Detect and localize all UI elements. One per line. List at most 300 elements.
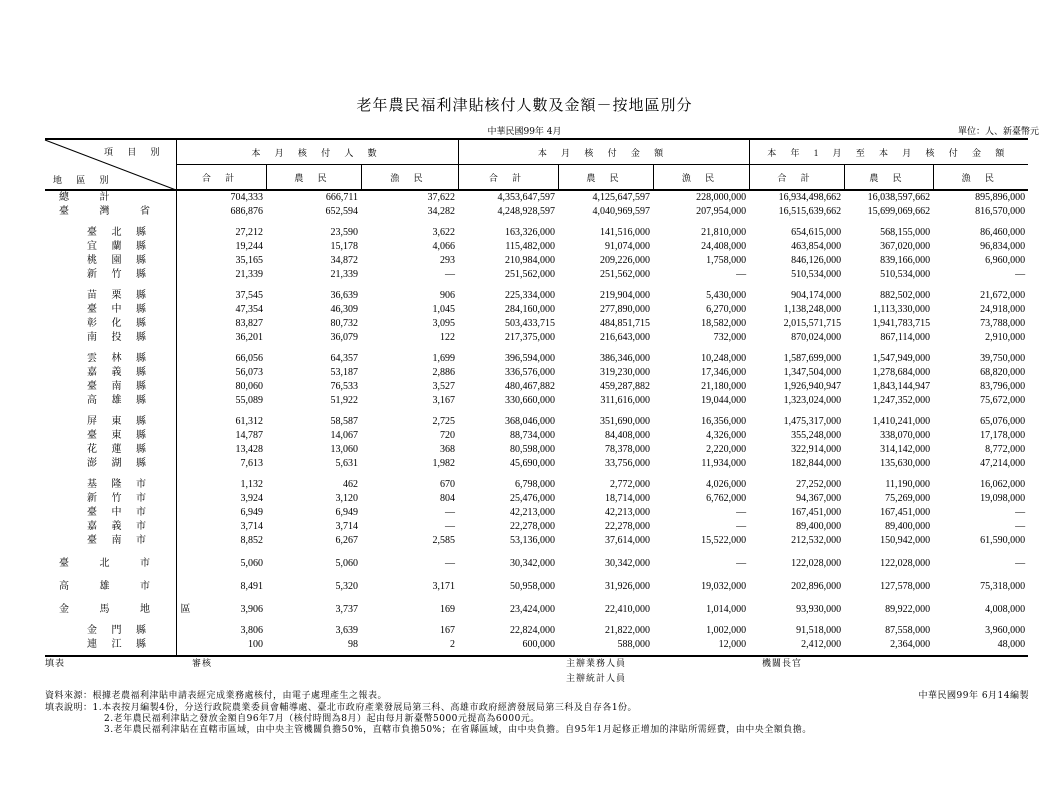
group-header-cumulative: 本 年 1 月 至 本 月 核 付 金 額 [749, 139, 1028, 165]
table-cell: 23,424,000 [510, 604, 556, 615]
table-cell: 4,353,647,597 [497, 192, 556, 203]
table-cell: 68,820,000 [980, 367, 1026, 378]
table-cell: 89,400,000 [885, 521, 931, 532]
column-header: 合 計 [749, 165, 844, 191]
corner-bottom-label: 地 區 別 [53, 175, 115, 185]
table-cell: 1,758,000 [706, 255, 747, 266]
table-row [45, 457, 1028, 471]
region-name: 嘉 義 市 [45, 520, 176, 534]
table-cell: 3,924 [240, 493, 263, 504]
table-cell: 163,326,000 [505, 227, 556, 238]
table-cell: 314,142,000 [880, 444, 931, 455]
table-cell: 16,062,000 [980, 479, 1026, 490]
table-cell: 61,590,000 [980, 535, 1026, 546]
table-cell: 3,714 [335, 521, 358, 532]
table-cell: 42,213,000 [605, 507, 651, 518]
table-cell: 3,095 [432, 318, 456, 329]
table-cell: 355,248,000 [791, 430, 842, 441]
note-3: 3.老年農民福利津貼在直轄市區域，由中央主管機關負擔50%，直轄市負擔50%；在省縣區域，由中央負擔。自95年1月起修正增加的津貼所需經費，由中央全額負擔。 [104, 725, 812, 735]
table-cell: 510,534,000 [791, 269, 842, 280]
table-cell: 13,060 [330, 444, 358, 455]
note-2: 2.老年農民福利津貼之發放金額自96年7月（核付時間為8月）起由每月新臺幣5000元提高為6000元。 [104, 714, 540, 724]
table-cell: 2,364,000 [844, 638, 933, 656]
table-row [45, 240, 1028, 254]
table-cell: 666,711 [325, 192, 358, 203]
region-name: 臺 灣 省 [45, 205, 176, 219]
table-cell: 83,796,000 [980, 381, 1026, 392]
region-name: 苗 栗 縣 [45, 282, 176, 303]
table-cell: 1,138,248,000 [783, 304, 842, 315]
table-cell: 58,587 [330, 416, 358, 427]
table-cell: 3,639 [335, 625, 358, 636]
table-cell: 568,155,000 [880, 227, 931, 238]
table-cell: 3,714 [240, 521, 263, 532]
table-cell: 61,312 [235, 416, 263, 427]
table-cell: 46,309 [330, 304, 358, 315]
table-row [45, 394, 1028, 408]
table-cell: — [445, 558, 456, 569]
table-cell: 48,000 [933, 638, 1028, 656]
table-cell: 21,180,000 [701, 381, 747, 392]
table-cell: 368,046,000 [505, 416, 556, 427]
table-cell: 66,056 [235, 353, 263, 364]
table-cell: 3,960,000 [985, 625, 1026, 636]
table-cell: 4,326,000 [706, 430, 747, 441]
table-cell: 654,615,000 [791, 227, 842, 238]
table-cell: — [1015, 269, 1026, 280]
table-cell: 311,616,000 [600, 395, 651, 406]
table-row [45, 594, 1028, 617]
table-cell: 202,896,000 [791, 581, 842, 592]
table-cell: 25,476,000 [510, 493, 556, 504]
table-cell: 91,518,000 [796, 625, 842, 636]
table-row [45, 282, 1028, 303]
table-row [45, 534, 1028, 548]
table-cell: 895,896,000 [975, 192, 1026, 203]
data-table [45, 138, 1028, 657]
table-cell: 251,562,000 [600, 269, 651, 280]
table-cell: 293 [440, 255, 456, 266]
column-header: 合 計 [176, 165, 266, 191]
page-title: 老年農民福利津貼核付人數及金額－按地區別分 [356, 96, 693, 114]
table-cell: 2,886 [432, 367, 456, 378]
table-cell: 80,060 [235, 381, 263, 392]
table-cell: 5,320 [335, 581, 358, 592]
table-cell: 127,578,000 [880, 581, 931, 592]
table-cell: 122,028,000 [791, 558, 842, 569]
column-header: 農 民 [266, 165, 361, 191]
table-cell: 37,622 [427, 192, 456, 203]
table-cell: 1,045 [432, 304, 456, 315]
table-cell: 351,690,000 [600, 416, 651, 427]
table-cell: 463,854,000 [791, 241, 842, 252]
table-cell: 5,060 [335, 558, 358, 569]
table-cell: 1,547,949,000 [872, 353, 931, 364]
table-body [45, 190, 1028, 656]
region-name: 澎 湖 縣 [45, 457, 176, 471]
table-cell: 19,098,000 [980, 493, 1026, 504]
table-cell: 22,278,000 [605, 521, 651, 532]
table-cell: 2,910,000 [985, 332, 1026, 343]
table-cell: 122 [440, 332, 456, 343]
table-cell: 11,934,000 [701, 458, 747, 469]
region-name: 總 計 [45, 190, 176, 205]
table-cell: 2,220,000 [706, 444, 747, 455]
table-cell: 4,066 [432, 241, 456, 252]
table-cell: 39,750,000 [980, 353, 1026, 364]
table-cell: 1,843,144,947 [872, 381, 931, 392]
table-cell: 284,160,000 [505, 304, 556, 315]
table-row [45, 429, 1028, 443]
table-cell: 23,590 [330, 227, 358, 238]
table-cell: 732,000 [713, 332, 747, 343]
region-name: 高 雄 市 [45, 571, 176, 594]
table-cell: 5,060 [240, 558, 263, 569]
table-cell: 3,906 [240, 604, 263, 615]
table-cell: 1,113,330,000 [872, 304, 931, 315]
table-cell: 88,734,000 [510, 430, 556, 441]
table-cell: 1,014,000 [706, 604, 747, 615]
table-cell: 6,798,000 [515, 479, 556, 490]
table-cell: 3,120 [335, 493, 358, 504]
table-cell: 167,451,000 [880, 507, 931, 518]
table-cell: 207,954,000 [696, 206, 747, 217]
table-cell: 34,872 [330, 255, 358, 266]
table-cell: 35,165 [235, 255, 263, 266]
table-cell: 210,984,000 [505, 255, 556, 266]
table-cell: 217,375,000 [505, 332, 556, 343]
table-cell: 22,410,000 [605, 604, 651, 615]
region-name: 臺 南 市 [45, 534, 176, 548]
table-cell: 484,851,715 [600, 318, 651, 329]
table-cell: 4,125,647,597 [592, 192, 651, 203]
table-cell: 368 [440, 444, 456, 455]
column-header: 合 計 [458, 165, 558, 191]
table-row [45, 571, 1028, 594]
table-cell: 322,914,000 [791, 444, 842, 455]
table-row [45, 638, 1028, 656]
fill-label: 填表 [45, 659, 66, 669]
table-cell: 8,852 [240, 535, 263, 546]
table-cell: 600,000 [458, 638, 558, 656]
table-cell: 277,890,000 [600, 304, 651, 315]
region-name: 連 江 縣 [45, 638, 176, 656]
table-cell: 167,451,000 [791, 507, 842, 518]
table-cell: 7,613 [240, 458, 263, 469]
table-row [45, 331, 1028, 345]
table-cell: 64,357 [330, 353, 358, 364]
table-cell: 704,333 [230, 192, 263, 203]
table-cell: 87,558,000 [885, 625, 931, 636]
region-name: 桃 園 縣 [45, 254, 176, 268]
table-row [45, 366, 1028, 380]
table-cell: 96,834,000 [980, 241, 1026, 252]
table-cell: 8,491 [240, 581, 263, 592]
table-cell: 19,244 [235, 241, 263, 252]
table-cell: — [445, 269, 456, 280]
table-cell: 2,772,000 [610, 479, 651, 490]
table-cell: 115,482,000 [505, 241, 556, 252]
table-cell: 21,822,000 [605, 625, 651, 636]
table-cell: 3,806 [240, 625, 263, 636]
region-name: 臺 南 縣 [45, 380, 176, 394]
region-name: 基 隆 市 [45, 471, 176, 492]
table-cell: 98 [266, 638, 361, 656]
table-cell: 47,214,000 [980, 458, 1026, 469]
table-cell: 75,672,000 [980, 395, 1026, 406]
table-row [45, 303, 1028, 317]
table-cell: 150,942,000 [880, 535, 931, 546]
table-cell: 588,000 [558, 638, 653, 656]
region-name: 臺 北 市 [45, 548, 176, 571]
table-cell: 319,230,000 [600, 367, 651, 378]
table-cell: — [445, 507, 456, 518]
table-cell: — [736, 521, 747, 532]
table-row [45, 617, 1028, 638]
region-name: 嘉 義 縣 [45, 366, 176, 380]
statistics-officer-label: 主辦統計人員 [566, 674, 627, 684]
table-cell: 2,412,000 [749, 638, 844, 656]
table-cell: 870,024,000 [791, 332, 842, 343]
region-name: 雲 林 縣 [45, 345, 176, 366]
table-cell: 18,714,000 [605, 493, 651, 504]
table-cell: — [1015, 507, 1026, 518]
table-cell: 3,167 [432, 395, 456, 406]
table-cell: 36,079 [330, 332, 358, 343]
table-cell: 225,334,000 [505, 290, 556, 301]
table-row [45, 471, 1028, 492]
table-cell: 18,582,000 [701, 318, 747, 329]
table-cell: 1,699 [432, 353, 456, 364]
table-cell: 686,876 [230, 206, 263, 217]
table-cell: 2,725 [432, 416, 456, 427]
table-cell: 510,534,000 [880, 269, 931, 280]
table-cell: — [1015, 521, 1026, 532]
region-name: 金 馬 地 區 [45, 594, 176, 617]
table-cell: 80,598,000 [510, 444, 556, 455]
table-cell: 80,732 [330, 318, 358, 329]
table-cell: 867,114,000 [880, 332, 931, 343]
table-cell: 17,178,000 [980, 430, 1026, 441]
table-cell: 75,269,000 [885, 493, 931, 504]
region-name: 新 竹 縣 [45, 268, 176, 282]
table-row [45, 190, 1028, 205]
table-row [45, 345, 1028, 366]
table-cell: 76,533 [330, 381, 358, 392]
table-row [45, 443, 1028, 457]
table-cell: 1,323,024,000 [783, 395, 842, 406]
table-cell: 19,032,000 [701, 581, 747, 592]
table-cell: 169 [440, 604, 456, 615]
table-row [45, 492, 1028, 506]
table-cell: 56,073 [235, 367, 263, 378]
table-cell: 93,930,000 [796, 604, 842, 615]
table-cell: 30,342,000 [510, 558, 556, 569]
table-cell: 904,174,000 [791, 290, 842, 301]
table-row [45, 548, 1028, 571]
table-cell: 209,226,000 [600, 255, 651, 266]
table-cell: 212,532,000 [791, 535, 842, 546]
table-cell: 330,660,000 [505, 395, 556, 406]
table-cell: 135,630,000 [880, 458, 931, 469]
table-cell: 78,378,000 [605, 444, 651, 455]
table-cell: 4,040,969,597 [592, 206, 651, 217]
table-cell: 670 [440, 479, 456, 490]
table-cell: 219,904,000 [600, 290, 651, 301]
table-cell: 30,342,000 [605, 558, 651, 569]
table-cell: 27,212 [235, 227, 263, 238]
table-cell: 462 [343, 479, 358, 490]
table-row [45, 268, 1028, 282]
table-cell: 839,166,000 [880, 255, 931, 266]
table-cell: 75,318,000 [980, 581, 1026, 592]
table-cell: 37,545 [235, 290, 263, 301]
region-name: 宜 蘭 縣 [45, 240, 176, 254]
table-cell: 17,346,000 [701, 367, 747, 378]
table-cell: 1,587,699,000 [783, 353, 842, 364]
table-cell: 15,178 [330, 241, 358, 252]
source-note: 資料來源：根據老農福利津貼申請表經完成業務處核付，由電子處理產生之報表。 [45, 691, 388, 701]
column-header: 農 民 [558, 165, 653, 191]
table-cell: 3,737 [335, 604, 358, 615]
table-cell: 6,949 [240, 507, 263, 518]
table-cell: 5,631 [335, 458, 358, 469]
table-cell: 720 [440, 430, 456, 441]
chief-label: 機關長官 [762, 659, 803, 669]
table-cell: 21,810,000 [701, 227, 747, 238]
table-cell: 15,699,069,662 [867, 206, 931, 217]
table-cell: 816,570,000 [975, 206, 1026, 217]
table-cell: 45,690,000 [510, 458, 556, 469]
table-cell: 89,400,000 [796, 521, 842, 532]
table-cell: 21,339 [330, 269, 358, 280]
table-cell: 4,008,000 [985, 604, 1026, 615]
column-header: 漁 民 [361, 165, 458, 191]
table-cell: 1,247,352,000 [872, 395, 931, 406]
table-cell: 3,527 [432, 381, 456, 392]
region-name: 臺 東 縣 [45, 429, 176, 443]
table-cell: 1,982 [432, 458, 456, 469]
table-cell: 33,756,000 [605, 458, 651, 469]
table-cell: 1,347,504,000 [783, 367, 842, 378]
region-name: 高 雄 縣 [45, 394, 176, 408]
region-name: 臺 中 縣 [45, 303, 176, 317]
table-cell: 73,788,000 [980, 318, 1026, 329]
table-cell: 216,643,000 [600, 332, 651, 343]
table-cell: — [445, 521, 456, 532]
region-name: 花 蓮 縣 [45, 443, 176, 457]
table-cell: 4,248,928,597 [497, 206, 556, 217]
table-cell: 1,926,940,947 [783, 381, 842, 392]
table-cell: 11,190,000 [885, 479, 931, 490]
table-cell: 16,934,498,662 [778, 192, 842, 203]
table-cell: 36,201 [235, 332, 263, 343]
table-cell: 2 [361, 638, 458, 656]
column-header: 農 民 [844, 165, 933, 191]
table-cell: 14,067 [330, 430, 358, 441]
report-period: 中華民國99年 4月 [487, 127, 562, 137]
table-cell: 1,941,783,715 [872, 318, 931, 329]
table-row [45, 219, 1028, 240]
table-cell: 22,278,000 [510, 521, 556, 532]
table-cell: 53,136,000 [510, 535, 556, 546]
table-cell: — [1015, 558, 1026, 569]
table-cell: 906 [440, 290, 456, 301]
table-cell: 182,844,000 [791, 458, 842, 469]
table-cell: 34,282 [427, 206, 456, 217]
table-cell: 13,428 [235, 444, 263, 455]
table-cell: 480,467,882 [505, 381, 556, 392]
table-cell: 19,044,000 [701, 395, 747, 406]
table-row [45, 408, 1028, 429]
region-name: 新 竹 市 [45, 492, 176, 506]
table-row [45, 380, 1028, 394]
table-row [45, 205, 1028, 219]
table-cell: 27,252,000 [796, 479, 842, 490]
table-cell: 2,585 [432, 535, 456, 546]
table-row [45, 317, 1028, 331]
table-cell: 6,949 [335, 507, 358, 518]
table-cell: 16,038,597,662 [867, 192, 931, 203]
compile-date: 中華民國99年 6月14編製 [918, 691, 1029, 701]
table-cell: 251,562,000 [505, 269, 556, 280]
table-row [45, 520, 1028, 534]
table-cell: 503,433,715 [505, 318, 556, 329]
table-cell: 1,475,317,000 [783, 416, 842, 427]
table-cell: 882,502,000 [880, 290, 931, 301]
table-cell: 37,614,000 [605, 535, 651, 546]
table-cell: 367,020,000 [880, 241, 931, 252]
table-cell: 83,827 [235, 318, 263, 329]
table-cell: 804 [440, 493, 456, 504]
table-cell: 1,410,241,000 [872, 416, 931, 427]
table-cell: 16,515,639,662 [778, 206, 842, 217]
table-cell: 5,430,000 [706, 290, 747, 301]
table-cell: — [736, 558, 747, 569]
table-cell: 22,824,000 [510, 625, 556, 636]
table-row [45, 506, 1028, 520]
table-cell: 459,287,882 [600, 381, 651, 392]
table-cell: 31,926,000 [605, 581, 651, 592]
table-cell: 3,622 [432, 227, 456, 238]
region-name: 臺 北 縣 [45, 219, 176, 240]
column-header: 漁 民 [933, 165, 1028, 191]
table-cell: 94,367,000 [796, 493, 842, 504]
table-cell: 14,787 [235, 430, 263, 441]
table-cell: 4,026,000 [706, 479, 747, 490]
region-name: 屏 東 縣 [45, 408, 176, 429]
table-cell: 55,089 [235, 395, 263, 406]
column-header: 漁 民 [653, 165, 749, 191]
table-cell: 24,918,000 [980, 304, 1026, 315]
table-cell: 396,594,000 [505, 353, 556, 364]
header-corner [45, 139, 176, 190]
table-cell: 6,762,000 [706, 493, 747, 504]
group-header-count: 本 月 核 付 人 數 [176, 139, 458, 165]
table-cell: 89,922,000 [885, 604, 931, 615]
region-name: 彰 化 縣 [45, 317, 176, 331]
table-cell: 91,074,000 [605, 241, 651, 252]
table-cell: 12,000 [653, 638, 749, 656]
business-officer-label: 主辦業務人員 [566, 659, 627, 669]
table-cell: 336,576,000 [505, 367, 556, 378]
table-cell: 86,460,000 [980, 227, 1026, 238]
table-cell: 100 [176, 638, 266, 656]
table-cell: 228,000,000 [696, 192, 747, 203]
region-name: 臺 中 市 [45, 506, 176, 520]
table-cell: 53,187 [330, 367, 358, 378]
table-cell: — [736, 507, 747, 518]
